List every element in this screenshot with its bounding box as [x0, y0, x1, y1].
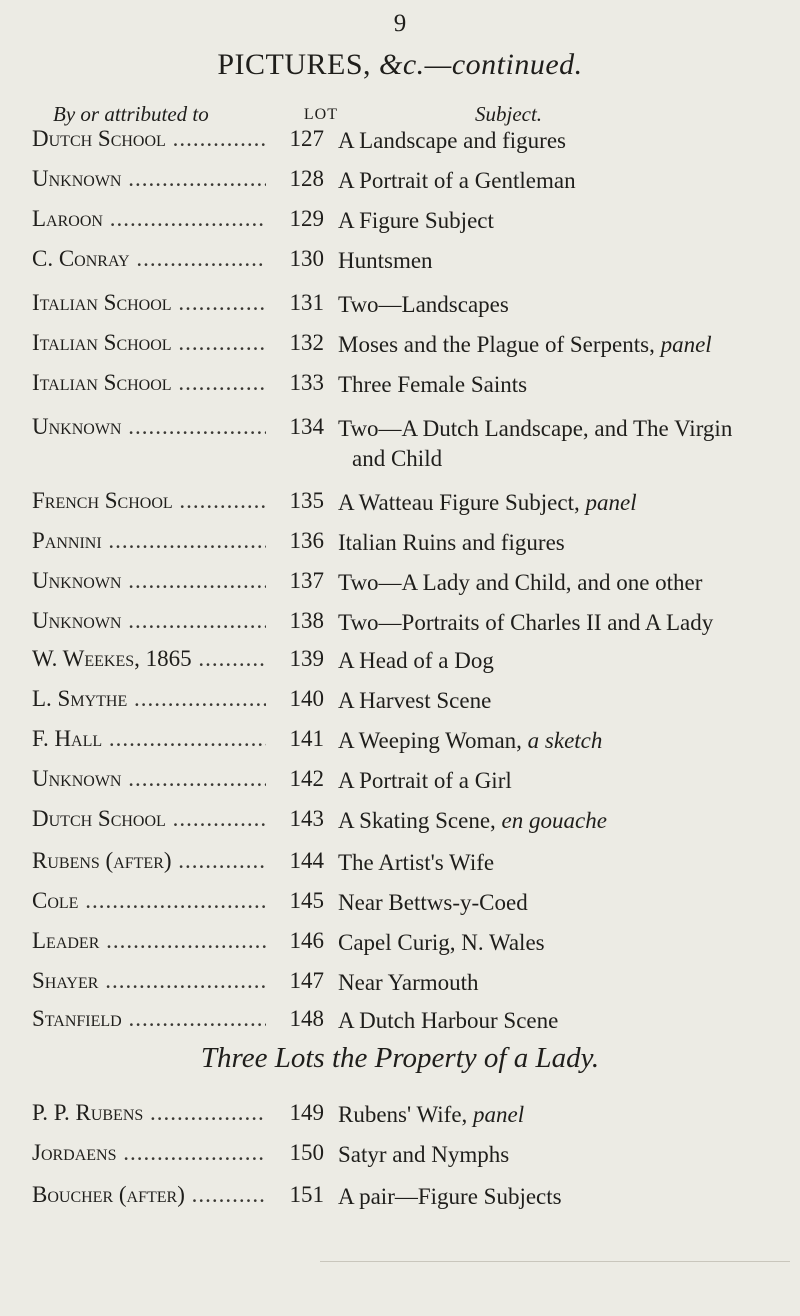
lot-number: 128: [266, 166, 324, 192]
artist-name: Dutch School .....: [32, 126, 308, 152]
lot-number: 149: [266, 1100, 324, 1126]
subject-title: A pair—Figure Subjects: [338, 1184, 562, 1209]
lot-number: 127: [266, 126, 324, 152]
column-header-artist: By or attributed to: [53, 102, 209, 126]
subject-text: [338, 646, 788, 676]
subject-medium: panel: [660, 332, 712, 357]
table-row: [0, 928, 800, 958]
artist-name: Italian School .....: [32, 290, 308, 316]
table-row: [0, 1182, 800, 1212]
table-row: [0, 528, 800, 558]
subject-text: [338, 608, 788, 638]
table-row: [0, 1140, 800, 1170]
subject-title: Two—A Dutch Landscape, and The Virgin: [338, 416, 733, 441]
subject-text: [338, 528, 788, 558]
artist-name: Italian School .....: [32, 370, 308, 396]
table-row: [0, 246, 800, 276]
subject-title: Satyr and Nymphs: [338, 1142, 510, 1167]
lot-number: 137: [266, 568, 324, 594]
subject-title: Italian Ruins and figures: [338, 530, 565, 555]
subject-title: A Figure Subject: [338, 208, 494, 233]
subject-medium: panel: [473, 1102, 525, 1127]
table-row: [0, 488, 800, 518]
subject-medium: a sketch: [527, 728, 603, 753]
artist-name: Shayer .....: [32, 968, 308, 994]
subject-text: [338, 370, 788, 400]
artist-name: Boucher (after) .....: [32, 1182, 308, 1208]
lot-number: 133: [266, 370, 324, 396]
subject-title: The Artist's Wife: [338, 850, 495, 875]
subject-text: [338, 848, 788, 878]
subject-text: [338, 888, 788, 918]
table-row: [0, 848, 800, 878]
table-row: [0, 1100, 800, 1130]
subject-title: A Watteau Figure Subject,: [338, 490, 580, 515]
page-number: 9: [393, 10, 407, 37]
artist-name: Leader .....: [32, 928, 308, 954]
table-row: [0, 888, 800, 918]
subject-text: [338, 246, 788, 276]
subject-text: [338, 330, 788, 360]
lot-number: 142: [266, 766, 324, 792]
lot-number: 140: [266, 686, 324, 712]
table-row: [0, 766, 800, 796]
lot-number: 135: [266, 488, 324, 514]
lot-number: 129: [266, 206, 324, 232]
subject-text: [338, 290, 788, 320]
subject-title: Huntsmen: [338, 248, 433, 273]
subject-title: A Landscape and figures: [338, 128, 567, 153]
table-row: [0, 330, 800, 360]
table-row: [0, 1006, 800, 1036]
lot-number: 148: [266, 1006, 324, 1032]
subject-medium: en gouache: [501, 808, 607, 833]
subject-text: [338, 928, 788, 958]
artist-name: W. Weekes, 1865 .....: [32, 646, 308, 672]
table-row: [0, 568, 800, 598]
subject-text: [338, 206, 788, 236]
subject-title: A Portrait of a Girl: [338, 768, 512, 793]
artist-name: Cole .....: [32, 888, 308, 914]
subject-text: [338, 488, 788, 518]
lot-number: 134: [266, 414, 324, 440]
table-row: [0, 290, 800, 320]
column-header-subject: Subject.: [475, 102, 543, 126]
subject-title: Capel Curig, N. Wales: [338, 930, 545, 955]
subject-text: [338, 1140, 788, 1170]
subject-title: Two—Landscapes: [338, 292, 509, 317]
subject-title: Near Bettws-y-Coed: [338, 890, 528, 915]
subject-title: A Harvest Scene: [338, 688, 492, 713]
lot-number: 144: [266, 848, 324, 874]
lot-number: 146: [266, 928, 324, 954]
lot-number: 138: [266, 608, 324, 634]
page-title: [0, 48, 800, 82]
artist-name: Laroon .....: [32, 206, 308, 232]
subject-text: [338, 726, 788, 756]
title-continued: &c.—continued.: [379, 48, 583, 81]
table-row: [0, 968, 800, 998]
lot-number: 131: [266, 290, 324, 316]
subject-title: Rubens' Wife,: [338, 1102, 468, 1127]
table-row: [0, 806, 800, 836]
bottom-rule: [320, 1261, 790, 1262]
subject-title: Moses and the Plague of Serpents,: [338, 332, 655, 357]
artist-name: Unknown .....: [32, 766, 308, 792]
table-row: [0, 126, 800, 156]
subject-text: [338, 414, 788, 474]
table-row: [0, 414, 800, 471]
artist-name: Italian School .....: [32, 330, 308, 356]
table-row: [0, 166, 800, 196]
subject-title: A Dutch Harbour Scene: [338, 1008, 559, 1033]
artist-name: L. Smythe .....: [32, 686, 308, 712]
subject-text: [338, 686, 788, 716]
table-row: [0, 370, 800, 400]
lot-number: 141: [266, 726, 324, 752]
lot-number: 143: [266, 806, 324, 832]
lot-number: 132: [266, 330, 324, 356]
artist-name: Unknown .....: [32, 414, 308, 440]
lot-number: 147: [266, 968, 324, 994]
artist-name: Unknown .....: [32, 568, 308, 594]
artist-name: Unknown .....: [32, 608, 308, 634]
column-header-lot: LOT: [280, 106, 338, 124]
artist-name: Rubens (after) .....: [32, 848, 308, 874]
subject-text: [338, 1006, 788, 1036]
artist-name: Pannini .....: [32, 528, 308, 554]
lot-number: 130: [266, 246, 324, 272]
lot-number: 151: [266, 1182, 324, 1208]
artist-name: Unknown .....: [32, 166, 308, 192]
subject-title: A Weeping Woman,: [338, 728, 522, 753]
subject-title: A Skating Scene,: [338, 808, 496, 833]
subject-text: [338, 166, 788, 196]
table-row: [0, 646, 800, 676]
subject-text: [338, 968, 788, 998]
table-row: [0, 608, 800, 638]
subject-text: [338, 806, 788, 836]
subject-text: [338, 766, 788, 796]
lot-number: 136: [266, 528, 324, 554]
subject-title: Two—A Lady and Child, and one other: [338, 570, 703, 595]
artist-name: P. P. Rubens .....: [32, 1100, 308, 1126]
section-title: Three Lots the Property of a Lady.: [200, 1042, 600, 1074]
lot-number: 145: [266, 888, 324, 914]
lot-number: 139: [266, 646, 324, 672]
subject-medium: panel: [585, 490, 637, 515]
subject-title: Two—Portraits of Charles II and A Lady: [338, 610, 714, 635]
subject-continuation: and Child: [352, 446, 443, 471]
subject-text: [338, 1100, 788, 1130]
table-row: [0, 726, 800, 756]
subject-text: [338, 126, 788, 156]
artist-name: F. Hall .....: [32, 726, 308, 752]
artist-name: C. Conray .....: [32, 246, 308, 272]
artist-name: Stanfield .....: [32, 1006, 308, 1032]
subject-text: [338, 1182, 788, 1212]
subject-title: A Head of a Dog: [338, 648, 494, 673]
artist-name: Dutch School .....: [32, 806, 308, 832]
artist-name: Jordaens .....: [32, 1140, 308, 1166]
lot-number: 150: [266, 1140, 324, 1166]
title-main: PICTURES,: [217, 48, 372, 81]
subject-title: Three Female Saints: [338, 372, 528, 397]
table-row: [0, 206, 800, 236]
subject-title: A Portrait of a Gentleman: [338, 168, 576, 193]
table-row: [0, 686, 800, 716]
subject-text: [338, 568, 788, 598]
artist-name: French School .....: [32, 488, 308, 514]
subject-title: Near Yarmouth: [338, 970, 479, 995]
